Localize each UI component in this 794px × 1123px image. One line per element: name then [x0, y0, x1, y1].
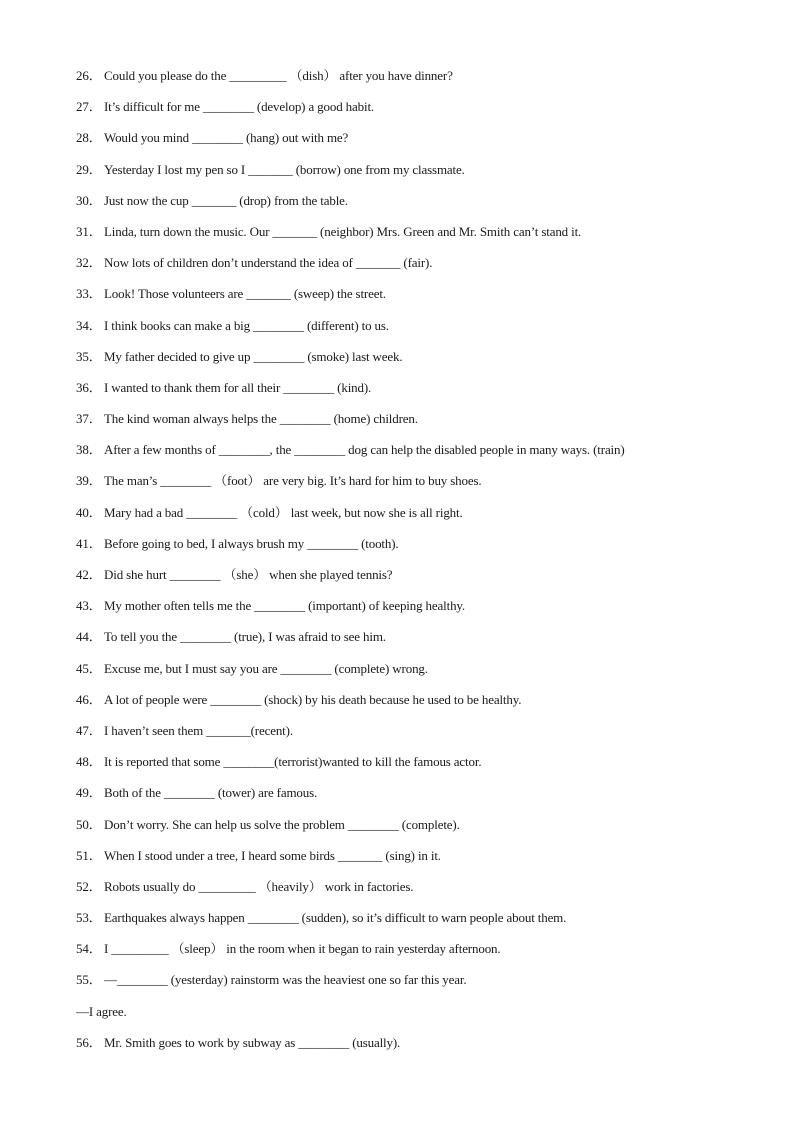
question-number: 31．	[76, 223, 102, 239]
question-number: 40．	[76, 504, 102, 520]
question-number: 42．	[76, 567, 102, 582]
question-text: Now lots of children don’t understand the idea of _______ (fair).	[104, 255, 433, 271]
question-number: 26．	[76, 68, 102, 83]
question-text: Linda, turn down the music. Our _______ (neighbor) Mrs. Green and Mr. Smith can’t stand it.	[104, 223, 582, 239]
question-text: My mother often tells me the ________ (important) of keeping healthy.	[104, 598, 466, 614]
question-item	[76, 284, 766, 315]
question-item	[76, 752, 766, 783]
question-text: —I agree.	[76, 1003, 127, 1019]
question-text: To tell you the ________ (true), I was afraid to see him.	[104, 629, 386, 645]
question-list	[76, 66, 766, 1064]
question-item	[76, 409, 766, 440]
question-item	[76, 471, 766, 502]
question-item	[76, 877, 766, 908]
question-text: Earthquakes always happen ________ (sudden), so it’s difficult to warn people about them.	[104, 910, 567, 926]
question-number: 45．	[76, 660, 102, 676]
question-number: 43．	[76, 598, 102, 614]
question-text: Just now the cup _______ (drop) from the table.	[104, 192, 348, 208]
question-text: The kind woman always helps the ________ (home) children.	[104, 411, 418, 427]
question-item	[76, 440, 766, 471]
question-number: 35．	[76, 348, 102, 364]
question-text: Would you mind ________ (hang) out with me?	[104, 130, 349, 146]
question-text: Did she hurt ________ （she） when she played tennis?	[104, 567, 393, 582]
question-text: Mr. Smith goes to work by subway as ________ (usually).	[104, 1034, 401, 1050]
question-item	[76, 66, 766, 97]
dialogue-reply-line	[76, 1002, 766, 1033]
question-text: My father decided to give up ________ (smoke) last week.	[104, 348, 403, 364]
question-item	[76, 846, 766, 877]
question-text: —________ (yesterday) rainstorm was the heaviest one so far this year.	[104, 972, 467, 988]
question-item	[76, 690, 766, 721]
question-text: I haven’t seen them _______(recent).	[104, 722, 293, 738]
question-text: The man’s ________ （foot） are very big. It’s hard for him to buy shoes.	[104, 473, 482, 489]
question-item	[76, 160, 766, 191]
question-number: 36．	[76, 379, 102, 395]
question-number: 49．	[76, 785, 102, 801]
question-item	[76, 783, 766, 814]
question-number: 48．	[76, 754, 102, 770]
question-text: After a few months of ________, the ________ dog can help the disabled people in many ways. (train)	[104, 442, 625, 458]
question-text: It is reported that some ________(terrorist)wanted to kill the famous actor.	[104, 754, 482, 770]
question-text: Mary had a bad ________ （cold） last week, but now she is all right.	[104, 504, 463, 520]
question-text: Both of the ________ (tower) are famous.	[104, 785, 318, 801]
question-item	[76, 721, 766, 752]
question-text: Don’t worry. She can help us solve the problem ________ (complete).	[104, 816, 460, 832]
question-number: 55．	[76, 972, 102, 988]
question-number: 33．	[76, 286, 102, 302]
question-number: 44．	[76, 629, 102, 645]
question-text: I think books can make a big ________ (different) to us.	[104, 317, 389, 333]
question-item	[76, 908, 766, 939]
question-number: 29．	[76, 161, 102, 177]
question-text: Could you please do the _________ （dish） after you have dinner?	[104, 68, 453, 83]
question-number: 34．	[76, 317, 102, 333]
question-number: 32．	[76, 255, 102, 271]
question-item	[76, 347, 766, 378]
question-text: Robots usually do _________ （heavily） work in factories.	[104, 878, 414, 894]
question-number: 52．	[76, 878, 102, 894]
question-number: 41．	[76, 535, 102, 551]
question-item	[76, 503, 766, 534]
question-text: I wanted to thank them for all their ________ (kind).	[104, 379, 372, 395]
question-text: Excuse me, but I must say you are ________ (complete) wrong.	[104, 660, 428, 676]
question-item	[76, 970, 766, 1001]
question-number: 46．	[76, 691, 102, 707]
question-number: 47．	[76, 722, 102, 738]
question-item	[76, 565, 766, 596]
question-number: 39．	[76, 473, 102, 489]
question-item	[76, 253, 766, 284]
question-text: A lot of people were ________ (shock) by his death because he used to be healthy.	[104, 691, 522, 707]
question-number: 28．	[76, 130, 102, 146]
question-item	[76, 534, 766, 565]
question-number: 38．	[76, 442, 102, 458]
question-item	[76, 1033, 766, 1064]
question-item	[76, 97, 766, 128]
question-item	[76, 316, 766, 347]
question-text: Before going to bed, I always brush my ________ (tooth).	[104, 535, 399, 551]
question-number: 53．	[76, 910, 102, 926]
question-number: 37．	[76, 411, 102, 427]
question-item	[76, 191, 766, 222]
question-number: 56．	[76, 1034, 102, 1050]
question-text: I _________ （sleep） in the room when it began to rain yesterday afternoon.	[104, 941, 501, 957]
question-number: 50．	[76, 816, 102, 832]
question-item	[76, 378, 766, 409]
question-item	[76, 596, 766, 627]
question-item	[76, 939, 766, 970]
question-text: When I stood under a tree, I heard some birds _______ (sing) in it.	[104, 847, 441, 863]
question-text: Look! Those volunteers are _______ (sweep) the street.	[104, 286, 386, 302]
question-text: It’s difficult for me ________ (develop) a good habit.	[104, 99, 375, 115]
question-text: Yesterday I lost my pen so I _______ (borrow) one from my classmate.	[104, 161, 465, 177]
question-item	[76, 627, 766, 658]
question-item	[76, 659, 766, 690]
question-number: 27．	[76, 99, 102, 115]
question-number: 51．	[76, 847, 102, 863]
question-item	[76, 815, 766, 846]
question-item	[76, 128, 766, 159]
question-number: 54．	[76, 941, 102, 957]
question-item	[76, 222, 766, 253]
question-number: 30．	[76, 192, 102, 208]
